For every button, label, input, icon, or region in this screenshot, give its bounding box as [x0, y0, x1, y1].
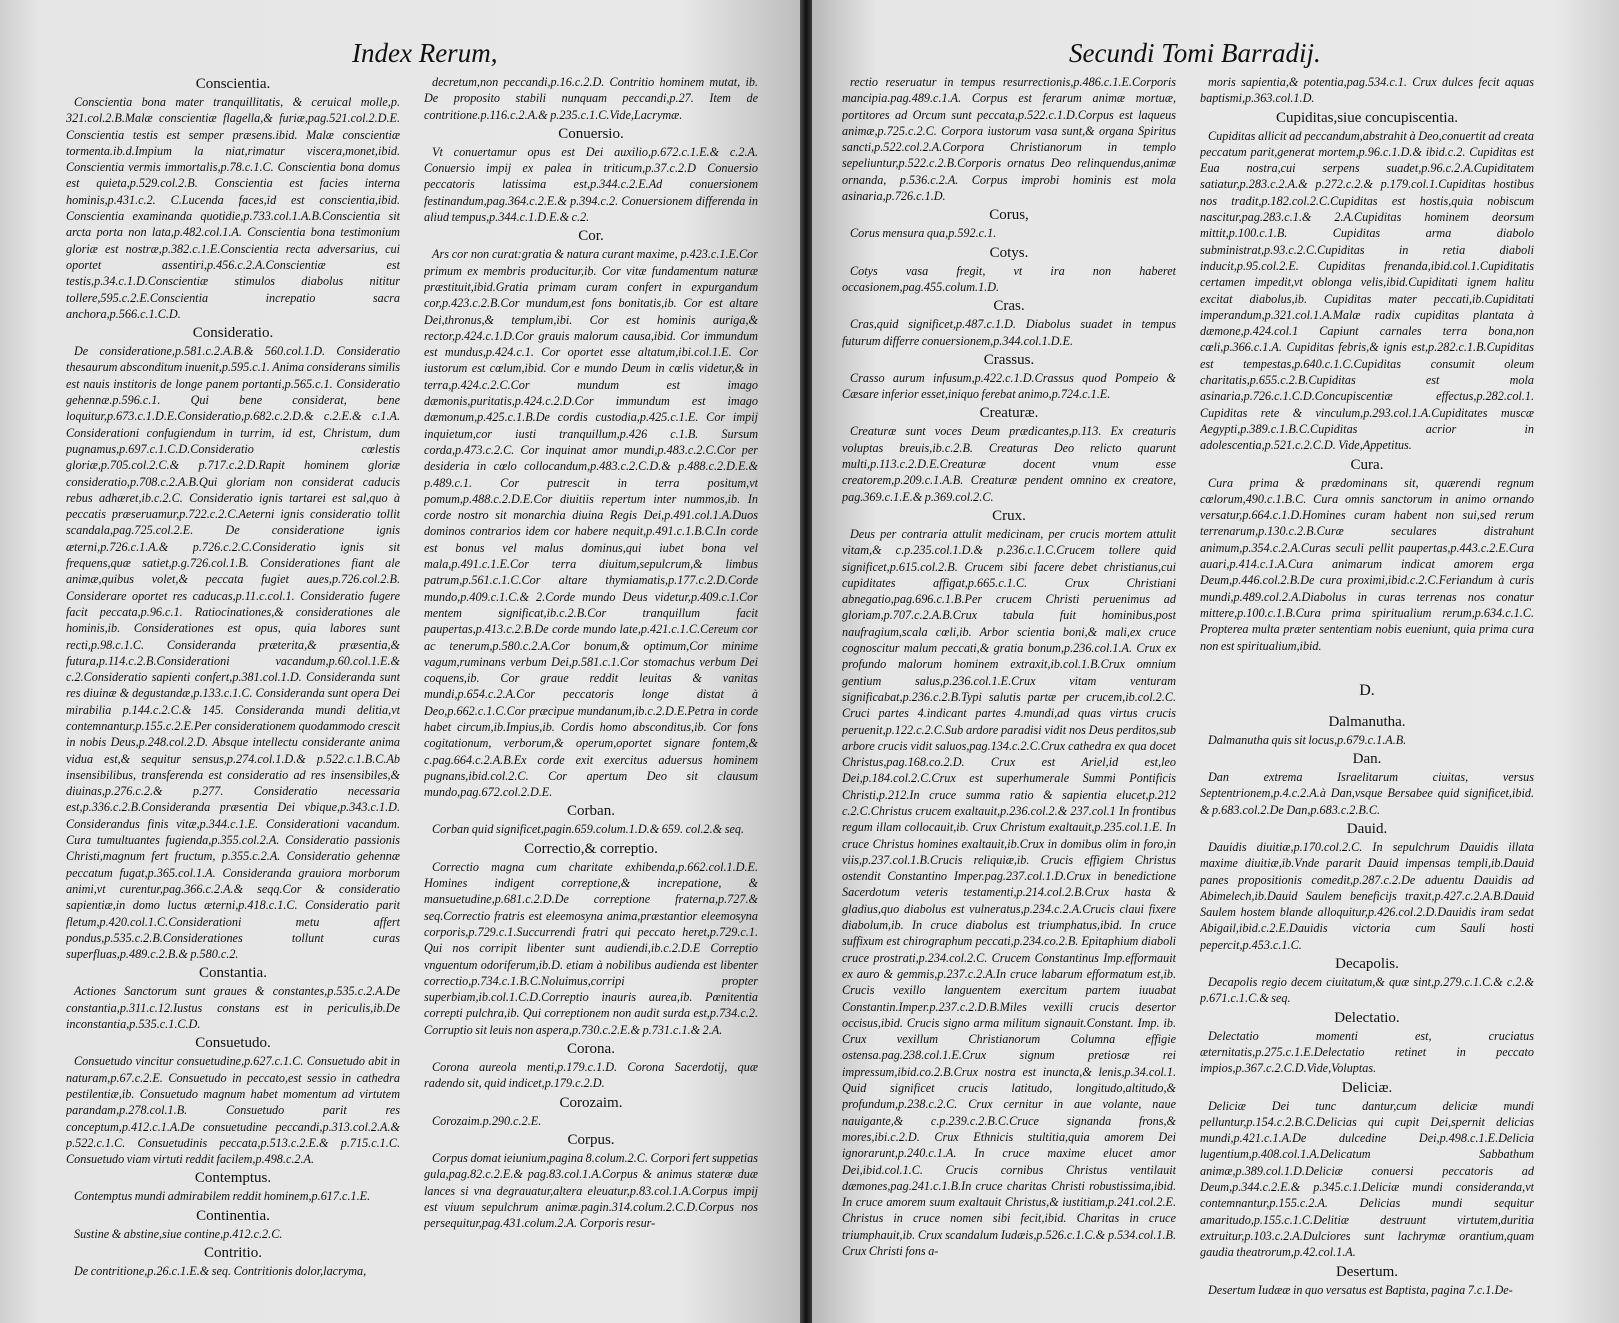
entry-heading: Decapolis. — [1335, 956, 1399, 973]
entry-heading: Corban. — [567, 803, 615, 820]
entry-text: De consideratione,p.581.c.2.A.B.& 560.col.1.D. Consideratio thesaurum absconditum inuenit,p.595.c.1. Anima considerans similis est nauis institoris de longe panem portanti,p.565.c.1. Consideratio gehennæ.p.596.c.1. Qui bene considerat, bene loquitur,p.673.c.1.D.E.Consideratio,p.682.c.2.D.& c.2.E.& c.1.A. Considerationi confugiendum in turrim, id est, Christum, dum pugnamus,p.697.c.1.C.D.Consideratio cœlestis gloriæ,p.705.col.2.C.& p.717.c.2.D.Rapit hominem gloriæ consideratio,p.708.c.2.A.B.Qui gloriam non considerat caducis rebus adhæret,ib.c.2.C. Consideratio ignis tartarei est sal,quo à peccatis præseruamur,p.722.c.2.C.Aeterni ignis consideratio tollit scandala,pag.725.col.2.E. De consideratione ignis æterni,p.726.c.1.A.& p.726.c.2.C.Consideratio ignis sit frequens,quæ satiet,p.g.726.col.1.B. Considerationes fiant ale animæ,quibus volet,& peccata fugiet aues,p.726.col.2.B. Considerare oportet res caducas,p.11.c.col.1. Consideratio fugere facit peccata,p.96.c.1. Ratiocinationes,& considerationes ale hominis,ib. Considerationes est opus, quia labores sunt recti,p.98.c.1.C. Consideranda præterita,& præsentia,& futura,p.114.c.2.B.Considerationi vacandum,p.60.col.1.E.& c.2.Consideratio sapienti confert,p.381.col.1.D. Consideranda sunt res diuinæ & degustandæ,p.133.c.1.C. Consideranda sunt opera Dei mirabilia p.144.c.2.C.& 145. Consideranda mundi delitia,vt contemnantur,p.155.c.2.E.Per considerationem quodammodo crescit in nobis Deus,p.248.col.2.D. Absque intellectu considerante anima vidua est,& sequitur sensus,p.274.col.1.D.& p.522.c.1.B.C.Ab insensibilibus, transferenda est consideratio ad res insensibiles,& diuinas,p.276.c.2.& p.277. Consideratio necessaria est,p.336.c.2.B.Consideranda præsentia Dei vbique,p.343.c.1.D. Considerandus finis vitæ,p.344.c.1.E. Considerationi vacandum. Cura tumultuantes fugienda,p.355.col.2.A. Consideratio passionis Christi,magnum fert fructum, p.355.c.2.A. Consideratio gehennæ peccatum fugat,p.365.col.1.A. Consideranda grauiora morborum animi,vt curentur,pag.366.c.2.A.& seqq.Cor & consideratio sapientiæ,in domo luctus æterni,p.418.c.1.C. Consideratio parit fletum,p.420.col.1.C.Considerationi metu affert pondus,p.535.c.2.B.Considerationes tollunt curas superfluas,p.489.c.2.B.& p.580.c.2. — [66, 344, 400, 962]
entry-text: Vt conuertamur opus est Dei auxilio,p.672.c.1.E.& c.2.A. Conuersio impij ex palea in triticum,p.37.c.2.D Conuersio peccatoris latissima est,p.344.c.2.E.Ad conuersionem festinandum,pag.364.c.2.E.& p.394.c.2. Conuersionem differenda in aliud tempus,p.344.c.1.D.E.& c.2. — [424, 144, 758, 225]
index-entry — [1200, 74, 1534, 107]
index-entry — [1200, 110, 1534, 454]
entry-heading: Contritio. — [204, 1245, 262, 1261]
entry-heading: Cor. — [578, 228, 604, 245]
entry-text: Dalmanutha quis sit locus,p.679.c.1.A.B. — [1208, 732, 1407, 747]
entry-heading: Consideratio. — [192, 325, 274, 342]
entry-text: Corona aureola menti,p.179.c.1.D. Corona Sacerdotij, quæ radendo sit, quid indicet,p.179.c.2.D. — [424, 1060, 758, 1091]
entry-heading: Constantia. — [199, 965, 267, 982]
index-entry — [424, 1132, 758, 1231]
entry-heading: Corona. — [567, 1041, 615, 1058]
entry-heading: Corozaim. — [559, 1094, 623, 1111]
entry-text: rectio reseruatur in tempus resurrectionis,p.486.c.1.E.Corporis mancipia.pag.489.c.1.A. Corpus est ferarum animæ mortuæ, portitores ad Orcum sunt peccata,p.522.c.1.D.Corpus est laqueus animæ,p.725.c.2.C. Corpora iustorum vasa sunt,& organa Spiritus sancti,p.522.col.2.A.Corpora Christianorum in templo sepeliuntur,p.522.c.2.B.Corporis ornatus Deo relinquendus,animæ ornanda, p.536.c.2.A. Corpus improbi hominis est mola asinaria,p.726.c.1.D. — [842, 75, 1176, 204]
entry-text: De contritione,p.26.c.1.E.& seq. Contritionis dolor,lacryma, — [74, 1264, 367, 1278]
entry-heading: Creaturæ. — [979, 405, 1039, 422]
entry-heading: Corus, — [989, 207, 1029, 224]
entry-text: Consuetudo vincitur consuetudine,p.627.c.1.C. Consuetudo abit in naturam,p.67.c.2.E. Consuetudo in peccato,est sessio in cathedra pestilentiæ,ib. Consuetudo magnum habet momentum ad virtutem parandam,p.278.col.1.B. Consuetudo parit res conceptum,p.412.c.1.A.De consuetudine peccandi,p.313.col.2.A.& p.522.c.1.C. Consuetudinis peccata,p.513.c.2.E.& p.715.c.1.C. Consuetudo viam virtuti reddit facilem,p.498.c.2.A. — [66, 1054, 400, 1167]
entry-heading: Cotys. — [989, 244, 1029, 261]
book-gutter — [800, 0, 812, 1323]
right-page-column-1 — [842, 74, 1176, 1313]
entry-text: Desertum Iudææ in quo versatus est Baptista, pagina 7.c.1.De- — [1208, 1282, 1513, 1297]
index-entry — [842, 508, 1176, 1259]
entry-text: Conscientia bona mater tranquillitatis, & ceruical molle,p. 321.col.2.B.Malæ conscientiæ flagella,& furiæ,pag.521.col.2.D.E. Conscientia testis est semper præsens.ibid. Malæ conscientiæ tormenta.ib.d.Impium la niat,rimatur viscera,monet,ibid. Conscientia vermis immortalis,p.78.c.1.C. Conscientia bona domus est quieta,p.529.col.2.B. Conscientia est facies interna hominis,p.431.c.2. C.Lucenda faces,id est conscientia,ibid. Conscientia examinanda quotidie,p.733.col.1.A.B.Conscientia sit arcta porta non lata,p.482.col.1.A. Conscientia bona testimonium gloriæ est nostræ,p.382.c.1.E.Conscientia recta adversarius, cui oportet assentiri,p.456.c.2.A.Conscientiæ est testis,p.34.c.1.D.Conscientiæ stimulos diabolus nititur tollere,595.c.2.E.Conscientia increpatio sacra anchora,p.566.c.1.C.D. — [66, 95, 400, 321]
index-entry — [66, 325, 400, 962]
index-entry — [424, 803, 758, 837]
index-entry — [424, 1095, 758, 1129]
entry-text: Cupiditas allicit ad peccandum,abstrahit à Deo,conuertit ad creata peccatum parit,generat mortem,p.96.c.1.D.& ibid.c.2. Cupiditas est Eua nostra,cui serpens suadet,p.96.c.2.A.Cupiditatem satiatur,p.283.c.2.A.& p.272.c.2.& p.179.col.1.Cupiditas hostibus nos tradit,p.182.col.2.C.Cupiditas est hostis,quia nobiscum nascitur,pag.283.c.1.& 2.A.Cupiditas hominem deorsum mittit,p.100.c.1.B. Cupiditas arma diabolo subministrat,p.93.c.2.C.Cupiditas in retia diaboli inducit,p.95.col.2.E. Cupiditas frenanda,ibid.col.1.Cupiditatis certamen impedit,vt oblonga velis,ibid.Cupiditati ignem halitu excitat diabolus,ib. Cupiditas mater peccati,ib.Cupiditati imperandum,p.321.col.1.A.Malæ radix cupiditas plantata à dæmone,p.424.col.1 Capiunt carnales terra bona,non cœli,p.366.c.1.A. Cupiditas febris,& ignis est,p.282.c.1.B.Cupiditas est tempestas,p.640.c.1.C.Cupiditas consumit oleum charitatis,p.655.c.2.B.Cupiditas est mola asinaria,p.726.c.1.C.D.Concupiscentiæ effectus,p.282.col.1. Cupiditas rete & vinculum,p.293.col.1.A.Cupiditates muscæ Aegypti,p.389.c.1.B.C.Cupiditas acrior in adolescentia,p.521.c.2.C.D. Vide,Appetitus. — [1200, 128, 1534, 453]
index-entry — [1200, 1264, 1534, 1298]
entry-text: Dan extrema Israelitarum ciuitas, versus Septentrionem,p.4.c.2.A.à Dan,vsque Bersabee quid significet,ibid. & p.683.col.2.De Dan,p.683.c.2.B.C. — [1200, 770, 1534, 817]
entry-text: Sustine & abstine,siue contine,p.412.c.2.C. — [74, 1226, 283, 1241]
index-entry — [1200, 714, 1534, 748]
entry-text: Deus per contraria attulit medicinam, per crucis mortem attulit vitam,& c.p.235.col.1.D.& p.236.c.1.C.Crucem tollere quid significet,p.615.col.2.B. Crucem sibi facere debet christianus,cui cupiditates affigat,p.665.c.1.C. Crux Christiani abnegatio,pag.696.c.1.B.Per crucem Christi peruenimus ad gloriam,p.707.c.2.A.B.Crux tabula fuit hominibus,post naufragium,scala cœli,ib. Arbor scientia boni,& mali,ex cruce cognoscitur malum peccati,& gratia bonum,p.236.col.1.A. Crux ex profundo malorum hominem extraxit,ib.col.1.B.Crux omnium gentium salus,p.236.col.1.E.Crux vitam venturam significabat,p.236.c.2.B.Typi salutis partæ per crucem,ib.col.2.C. Cruci partes 4.indicant partes 4.mundi,ad quas virtus crucis peruenit,p.122.c.2.C.Sub ardore paradisi vidit nos Deus perditos,sub arbore crucis vidit saluos,pag.134.c.2.C.Crux cathedra ex qua docet Christus,pag.168.co.2.D. Crux est Ariel,id est,leo Dei,p.184.col.2.C.Crux est superhumerale Summi Pontificis Christi,p.212.In cruce summa ratio & sapientia elucet,p.212 c.2.C.Christus crucem exaltauit,p.236.col.2.& 237.col.1 In frontibus regum illam collocauit,ib. Crux Christum exaltauit,p.235.col.1.E. In cruce Christus homines exaltauit,ib.Crux in domibus olim in foro,in viis,p.237.col.1.B.Crucis reliquiæ,ib. Crucis effigiem Christus ostendit Constantino Imper.pag.237.col.1.D.Crux in benedictione Sacerdotum veteris testamenti,p.214.col.2.B.Crux hasta & gladius,quo diabolus est vulneratus,p.234.c.2.A.Crucis claui fixere diabolum,ib. In cruce diabolus est triumphatus,ibid. In cruce suffixum est chirographum peccati,p.234.co.2.B. Epitaphium diaboli cruce prostrati,p.234.col.2.C. Crucem Constantinus Imp.efformauit ex auro & gemmis,p.237.c.2.A.In cruce labarum efformatum est,ib. Crucis vexillo languentem exercitum partem iuuabat Constantin.Imper.p.237.c.2.D.B.Miles vexilli crucis desertor occisus,ibid. Crucis signo arma militum signauit.Constant. Imp. ib. Crux vexillum Christianorum Columna effigie ostensa.pag.238.col.1.E.Crux signum pretiosæ rei impressum,ibid.co.2.B.Crux nostra est inuncta,& lenis,p.34.col.1. Quid significet crucis latitudo, longitudo,altitudo,& profundum,p.238.c.2.C. Crux cernitur in aue volante, naue nauigante,& c.p.239.c.2.B.C.Cruce signanda frons,& mores,ibi.c.2.D. Crux Ethnicis stultitia,quia amorem Dei ignorarunt,p.240.c.1.A. In cruce maxime elucet amor Dei,ibid.col.1.C. Crucis cornibus Christus ventilauit dæmones,pag.241.c.1.B.In cruce charitas Christi robustissima,ibid. In cruce amorem suum exaltauit Christus,& iustitiam,p.241.col.2.E. Christus in cruce nomen sibi fecit,ibid. Charitas in cruce triumphauit,ib. Crux scandalum Iudæis,p.526.c.1.C.& p.534.col.1.B. Crux Christi fons a- — [842, 526, 1176, 1258]
entry-heading: Continentia. — [196, 1207, 270, 1224]
left-page-column-2 — [424, 74, 758, 1313]
entry-text: Cotys vasa fregit, vt ira non haberet occasionem,pag.455.colum.1.D. — [842, 263, 1176, 294]
entry-heading: Cupiditas,siue concupiscentia. — [1275, 109, 1459, 126]
index-entry — [842, 298, 1176, 349]
right-page — [812, 0, 1619, 1323]
index-entry — [1200, 956, 1534, 1007]
entry-heading: Dauid. — [1346, 820, 1388, 837]
entry-heading: Dan. — [1352, 751, 1382, 768]
entry-text: Corban quid significet,pagin.659.colum.1.D.& 659. col.2.& seq. — [432, 822, 744, 837]
entry-heading: Cura. — [1350, 456, 1384, 473]
entry-text: decretum,non peccandi,p.16.c.2.D. Contritio hominem mutat, ib. De proposito stabili nunquam peccandi,p.27. Item de contritione.p.116.c.2.A.& p.235.c.1.C.Vide,Lacrymæ. — [424, 75, 758, 122]
section-letter: D. — [1359, 681, 1375, 699]
entry-heading: Delectatio. — [1334, 1009, 1400, 1026]
entry-text: Deliciæ Dei tunc dantur,cum deliciæ mundi pelluntur,p.154.c.2.B.C.Delicias qui cupit Dei,spernit delicias mundi,p.421.c.1.A.De dulcedine Dei,p.498.c.1.E.Delicia lugentium,p.408.col.1.A.Delicatum Sabbathum animæ,p.389.col.1.D.Deliciæ conuersi peccatoris ad Deum,p.344.c.2.E.& p.345.c.1.Deliciæ mundi consideranda,vt contemnantur,p.155.c.2.A. Delicias mundi sequitur amaritudo,p.155.c.1.C.Delitiæ destruunt virtutem,duritia extruitur,p.103.c.2.A.Dulciores sunt lachrymæ orantium,quam gaudia theatrorum,p.42.col.1.A. — [1200, 1098, 1534, 1260]
entry-heading: Deliciæ. — [1341, 1079, 1393, 1096]
index-entry — [1200, 821, 1534, 953]
index-entry — [842, 245, 1176, 296]
entry-text: Cras,quid significet,p.487.c.1.D. Diabolus suadet in tempus futurum differre conuersionem,p.344.col.1.D.E. — [842, 317, 1176, 348]
entry-heading: Cras. — [993, 298, 1025, 315]
entry-text: Actiones Sanctorum sunt graues & constantes,p.535.c.2.A.De constantia,p.311.c.12.Iustus constans est in periculis,ib.De inconstantia,p.535.c.1.C.D. — [66, 984, 400, 1032]
index-entry — [1200, 1080, 1534, 1261]
entry-text: Contemptus mundi admirabilem reddit hominem,p.617.c.1.E. — [74, 1189, 371, 1204]
entry-text: Corpus domat ieiunium,pagina 8.colum.2.C. Corpori fert suppetias gula,pag.82.c.2.E.& pag.83.col.1.A.Corpus & animus stateræ duæ lances si vna degrauatur,altera eleuatur,p.83.col.1.A.Corpus impij est viuum sepulchrum animæ.pagin.314.colum.2.C.D.Corpus nos persequitur,pag.431.colum.2.A. Corporis resur- — [424, 1150, 758, 1231]
entry-text: Crasso aurum infusum,p.422.c.1.D.Crassus quod Pompeio & Cæsare inferior esset,iniquo ferebat animo,p.724.c.1.E. — [842, 370, 1176, 402]
entry-text: Corus mensura qua,p.592.c.1. — [850, 226, 997, 241]
entry-heading: Correctio,& correptio. — [524, 840, 658, 857]
left-page — [0, 0, 800, 1323]
entry-text: Cura prima & prædominans sit, quærendi regnum cœlorum,490.c.1.B.C. Cura omnis sanctorum in animo ornando versatur,p.664.c.1.D.Homines curam habent non sui,sed rerum terrenarum,p.130.c.2.B.Curæ seculares distrahunt animum,p.354.c.2.A.Curas seculi pellit paupertas,p.443.c.2.E.Cura auari,p.414.c.1.A.Cura animarum indicat amorem erga Deum,p.446.col.2.B.De cura proximi,ibid.c.2.C.Feriandum à curis mundi,p.489.col.2.A.Diabolus in curas terrenas nos conatur mittere,p.100.c.1.B.Cura prima spiritualium rerum,p.634.c.1.C. Propterea multa præter sententiam nobis eueniunt, quia prima cura non est spiritualium,ibid. — [1200, 475, 1534, 653]
entry-text: Creaturæ sunt voces Deum prædicantes,p.113. Ex creaturis voluptas breuis,ib.c.2.B. Creaturas Deo relicto quarunt multi,p.113.c.2.D.E.Creaturæ docent vnum esse creatorem,p.209.c.1.A.B. Creaturæ pendent omnino ex creatore, pag.369.c.1.E.& p.369.col.2.C. — [842, 424, 1176, 504]
entry-heading: Crux. — [992, 507, 1026, 524]
entry-text: Delectatio momenti est, cruciatus æternitatis,p.275.c.1.E.Delectatio retinet in peccato impios,p.367.c.2.C.D.Vide,Voluptas. — [1200, 1028, 1534, 1076]
entry-text: Corozaim.p.290.c.2.E. — [432, 1113, 542, 1128]
index-entry — [424, 126, 758, 225]
index-entry — [1200, 1010, 1534, 1077]
entry-text: Dauidis diuitiæ,p.170.col.2.C. In sepulchrum Dauidis illata maxime diuitiæ,ib.Vnde pararit Dauid impensas templi,ib.Dauid panes propositionis comedit,p.287.c.2.De aduentu Dauidis ad Abimelech,ib.Dauid Saulem beneficijs traxit,p.427.c.2.A.B.Dauid Saulem hostem blande alloquitur,p.426.col.2.D.Dauidis iram sedat Abigail,ibid.c.2.E.Dauidis victoria cum Sauli hosti pepercit,p.453.c.1.C. — [1200, 839, 1534, 952]
index-entry — [66, 76, 400, 322]
index-entry — [1200, 751, 1534, 818]
index-entry — [842, 207, 1176, 241]
entry-heading: Conuersio. — [558, 125, 624, 142]
index-entry — [842, 405, 1176, 504]
running-head-left: Index Rerum, — [352, 38, 498, 68]
entry-heading: Contemptus. — [194, 1170, 272, 1187]
entry-text: Correctio magna cum charitate exhibenda,p.662.col.1.D.E. Homines indigent correptione,& increpatione, & mansuetudine,p.681.c.2.D.De correptione fraterna,p.727.& seq.Correctio fratris est eleemosyna anima,præstantior eleemosyna corporis,p.729.c.1.Succurrendi fratri qui peccato heret,p.729.c.1. Qui nos corripit libenter sunt audiendi,ib.c.2.D.E Correptio vnguentum odoriferum,ib.D. etiam à nobilibus audienda est libenter correctio,p.734.c.1.B.C.Noluimus,corripi propter superbiam,ib.col.1.C.D.Correptio inauris aurea,ib. Pœnitentia correpti pulchra,ib. Qui correptionem non audit surda est,p.734.c.2. Corruptio sit leuis non aspera,p.730.c.2.E.& p.731.c.1.& 2.A. — [424, 859, 758, 1037]
left-page-column-1 — [66, 74, 400, 1313]
entry-heading: Desertum. — [1335, 1263, 1399, 1280]
index-entry — [842, 74, 1176, 204]
entry-text: moris sapientia,& potentia,pag.534.c.1. Crux dulces fecit aquas baptismi,p.363.col.1.D. — [1200, 75, 1534, 106]
entry-text: Decapolis regio decem ciuitatum,& quæ sint,p.279.c.1.C.& c.2.& p.671.c.1.C.& seq. — [1200, 975, 1534, 1006]
index-entry — [842, 352, 1176, 403]
index-entry — [66, 1245, 400, 1279]
entry-heading: Crassus. — [983, 351, 1035, 368]
entry-heading: Consuetudo. — [195, 1035, 271, 1052]
index-entry — [66, 965, 400, 1032]
running-head-right: Secundi Tomi Barradij. — [1069, 38, 1321, 68]
index-entry — [1200, 457, 1534, 654]
entry-heading: Corpus. — [567, 1131, 615, 1148]
index-entry — [66, 1170, 400, 1204]
entry-text: Ars cor non curat:gratia & natura curant maxime, p.423.c.1.E.Cor primum ex membris producitur,ib. Cor vitæ fundamentum naturæ præstituit,ibid.Gratia primam curam confert in expurgandum cor,p.423.c.2.B.Cor mundum,est fons bonitatis,ib. Cor est altare Dei,thronus,& templum,ibi. Cor est hominis auriga,& rector,p.424.c.1.D.Cor grauis malorum causa,ibid. Cor immundum est mundus,p.424.c.1. Cor oportet esse altatum,ibi.col.1.E. Cor iustorum est cœlum,ibid. Cor e mundo Deum in cœlis videtur,& in terra,p.424.c.2.C.Cor mundum est imago dæmonis,puritatis,p.424.c.2.D.Cor immundum est imago dæmonum,p.425.c.1.B.De cordis custodia,p.425.c.1.E. Cor impij inquietum,cor iusti tranquillum,p.426 c.1.B. Sursum corda,p.473.c.2.C. Cor inquinat amor mundi,p.483.c.2.C.Cor per desideria in cœlo collocandum,p.483.c.2.C.D.& p.488.c.2.D.E.& p.489.c.1. Cor putrescit in terra positum,vt pomum,p.488.c.2.D.E.Cor diuitiis repertum inter nummos,ib. In corde nostro sit monarchia diuina Regis Dei,p.491.col.1.A.Duos dominos contrarios idem cor habere nequit,p.491.c.1.B.C.In corde est bonus vel malus dominus,qui iubet bona vel mala,p.491.c.1.E.Cor terra diuitum,sepulcrum,& limbus patrum,p.561.c.1.C.Cor altare thymiamatis,p.177.c.2.D.Corde mundo,p.409.c.1.C.& 2.Corde mundo Deus videtur,p.409.c.1.Cor mentem significat,ib.c.2.B.Cor tranquillum facit paupertas,p.413.c.2.B.De corde mundo late,p.421.c.1.C.Cereum cor ac tenerum,p.580.c.2.A.Cor bonum,& optimum,Cor minime vagum,ruminans verbum Dei,p.581.c.1.Cor stomachus verbum Dei coquens,ib. Cor graue reddit leuitas & vanitas mundi,p.654.c.2.A.Cor peccatoris longe distat à Deo,p.662.c.1.C.Cor præcipue mundanum,ib.c.2.D.E.Petra in corde habet circum,ib.Impius,ib. Cordis homo absconditus,ib. Cor fons cogitationum, verborum,& operum,oportet signare fontem,& c.pag.664.c.2.A.B.Ex corde exit exercitus aduersus hominem pugnans,ibid.col.2.C. Cor apertum Deo sit clausum mundo,pag.672.col.2.D.E. — [424, 247, 758, 800]
index-entry — [66, 1208, 400, 1242]
index-entry — [66, 1035, 400, 1167]
entry-heading: Conscientia. — [195, 76, 271, 92]
entry-heading: Dalmanutha. — [1328, 713, 1406, 730]
right-page-column-2 — [1200, 74, 1534, 1313]
index-entry — [424, 841, 758, 1038]
index-entry — [424, 1041, 758, 1092]
index-entry — [424, 74, 758, 123]
index-entry — [424, 228, 758, 800]
